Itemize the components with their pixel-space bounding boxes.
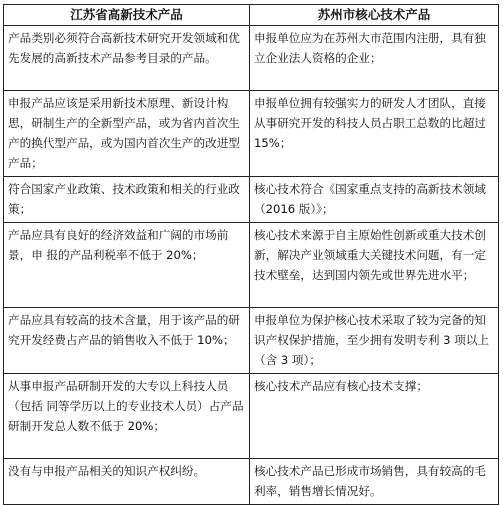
header-jiangsu: 江苏省高新技术产品 <box>4 5 250 26</box>
table-row <box>4 459 499 505</box>
comparison-table-container <box>3 4 498 505</box>
table-row <box>4 223 499 308</box>
header-suzhou: 苏州市核心技术产品 <box>250 5 499 26</box>
cell-suzhou-4: 核心技术来源于自主原始性创新或重大技术创新，解决产业领域重大关键技术问题，有一定技术壁垒，达到国内领先或世界先进水平； <box>250 223 499 308</box>
table-row <box>4 26 499 91</box>
table-row <box>4 308 499 374</box>
cell-suzhou-7: 核心技术产品已形成市场销售，具有较高的毛利率，销售增长情况好。 <box>250 459 499 505</box>
cell-jiangsu-1: 产品类别必须符合高新技术研究开发领域和优先发展的高新技术产品参考目录的产品。 <box>4 26 250 91</box>
comparison-table <box>3 4 499 505</box>
cell-jiangsu-6: 从事申报产品研制开发的大专以上科技人员（包括 同等学历以上的专业技术人员）占产品研制开发总人数不低于 20%； <box>4 374 250 459</box>
cell-jiangsu-7: 没有与申报产品相关的知识产权纠纷。 <box>4 459 250 505</box>
table-row <box>4 91 499 177</box>
cell-jiangsu-3: 符合国家产业政策、技术政策和相关的行业政策； <box>4 177 250 223</box>
table-row <box>4 177 499 223</box>
cell-jiangsu-2: 申报产品应该是采用新技术原理、新设计构思，研制生产的全新型产品，或为省内首次生产的换代型产品，或为国内首次生产的改进型产品； <box>4 91 250 177</box>
cell-jiangsu-5: 产品应具有较高的技术含量，用于该产品的研究开发经费占产品的销售收入不低于 10%； <box>4 308 250 374</box>
cell-suzhou-6: 核心技术产品应有核心技术支撑； <box>250 374 499 459</box>
cell-suzhou-3: 核心技术符合《国家重点支持的高新技术领域（2016 版）》； <box>250 177 499 223</box>
table-header-row <box>4 5 499 26</box>
table-row <box>4 374 499 459</box>
cell-suzhou-2: 申报单位拥有较强实力的研发人才团队，直接从事研究开发的科技人员占职工总数的比超过 15%； <box>250 91 499 177</box>
cell-suzhou-1: 申报单位应为在苏州大市范围内注册，具有独立企业法人资格的企业； <box>250 26 499 91</box>
cell-suzhou-5: 申报单位为保护核心技术采取了较为完备的知识产权保护措施，至少拥有发明专利 3 项以上（含 3 项）； <box>250 308 499 374</box>
cell-jiangsu-4: 产品应具有良好的经济效益和广阔的市场前景，申 报的产品利税率不低于 20%； <box>4 223 250 308</box>
